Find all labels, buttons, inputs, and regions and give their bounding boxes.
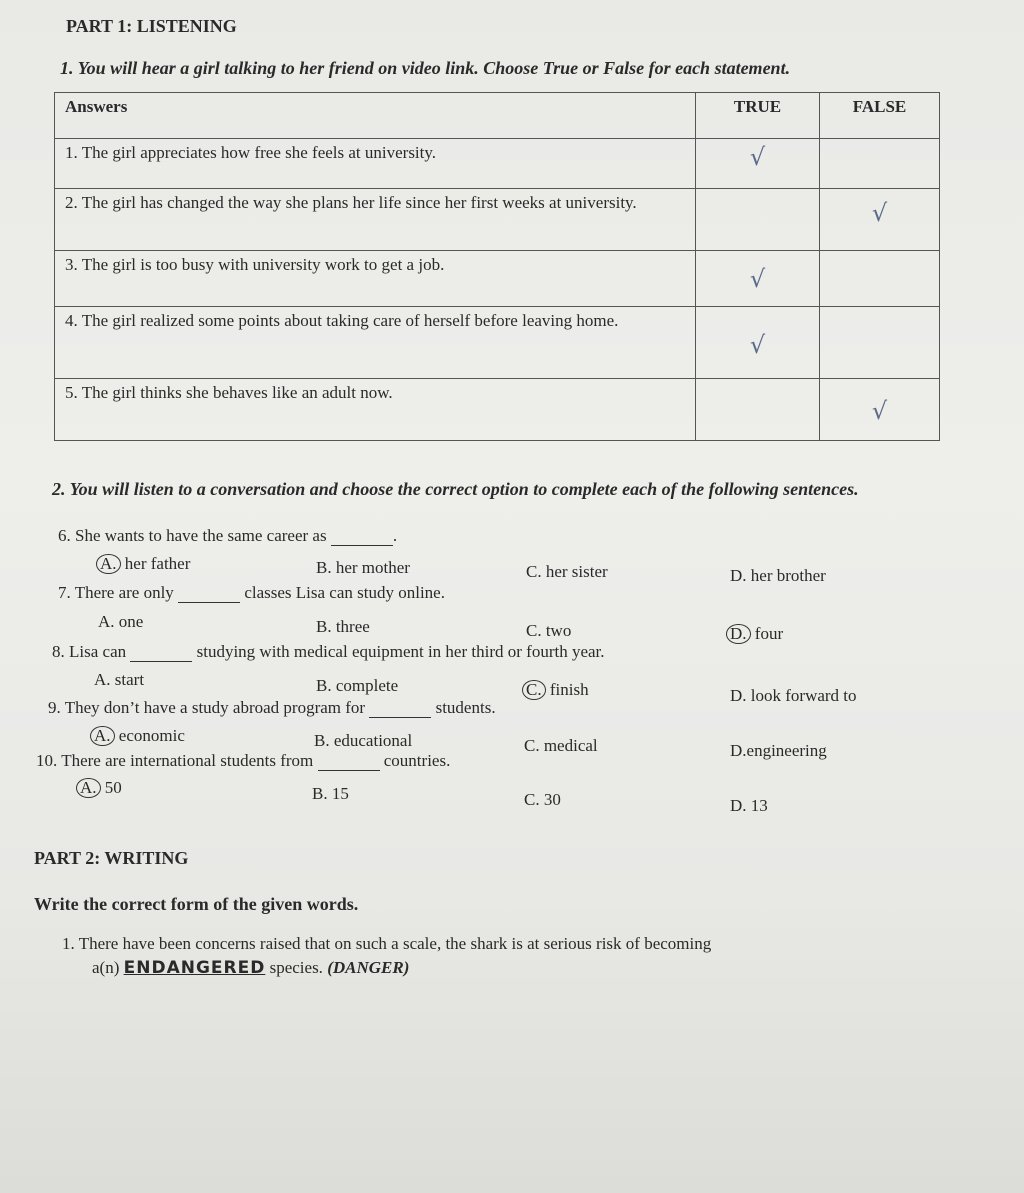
question-stem-text: 10. There are international students from (36, 751, 314, 770)
answer-blank[interactable] (369, 716, 431, 718)
statement-4: 4. The girl realized some points about taking care of herself before leaving home. (55, 307, 696, 379)
q10-option-b[interactable]: B. 15 (312, 784, 349, 803)
question-9-stem (48, 698, 496, 718)
question-stem-end: studying with medical equipment in her third or fourth year. (196, 642, 605, 661)
check-mark-icon: √ (871, 199, 888, 227)
q7-option-d[interactable] (726, 624, 783, 644)
q6-option-d[interactable]: D. her brother (730, 566, 826, 585)
q6-option-c[interactable]: C. her sister (526, 562, 608, 581)
table-row (55, 189, 940, 251)
false-cell-2[interactable] (820, 189, 940, 251)
q9-option-a[interactable] (90, 726, 185, 746)
q9-option-c[interactable]: C. medical (524, 736, 598, 755)
option-text: four (754, 624, 784, 643)
header-answers: Answers (55, 93, 696, 139)
writing-instruction: Write the correct form of the given words. (34, 894, 359, 914)
q8-option-b[interactable]: B. complete (316, 676, 399, 695)
q7-option-b[interactable]: B. three (316, 617, 370, 636)
question-stem-end: . (392, 526, 398, 545)
selected-circle: C. (522, 680, 546, 700)
question-stem-end: classes Lisa can study online. (244, 583, 445, 602)
table-row (55, 251, 940, 307)
part2-heading: PART 2: WRITING (34, 848, 189, 868)
header-false: FALSE (820, 93, 940, 139)
q6-option-a[interactable] (96, 554, 190, 574)
question-8-stem (52, 642, 605, 662)
q8-option-a[interactable]: A. start (94, 670, 145, 689)
writing-item-1-line1: 1. There have been concerns raised that on such a scale, the shark is at serious risk of becoming (62, 934, 712, 953)
false-cell-1[interactable] (820, 139, 940, 189)
statement-5: 5. The girl thinks she behaves like an adult now. (55, 379, 696, 441)
item-suffix: species. (269, 958, 323, 977)
article-prefix: a(n) (92, 958, 120, 977)
true-false-table (54, 92, 940, 441)
option-text: 50 (104, 778, 122, 797)
false-cell-3[interactable] (820, 251, 940, 307)
option-text: economic (118, 726, 185, 745)
option-text: finish (549, 680, 589, 699)
header-true: TRUE (696, 93, 820, 139)
option-text: her father (124, 554, 191, 573)
question-stem-text: 9. They don’t have a study abroad program for (48, 698, 366, 717)
table-row (55, 139, 940, 189)
selected-circle: A. (76, 778, 101, 798)
q10-option-d[interactable]: D. 13 (730, 796, 768, 815)
question-stem-text: 6. She wants to have the same career as (58, 526, 327, 545)
false-cell-4[interactable] (820, 307, 940, 379)
q8-option-c[interactable] (522, 680, 589, 700)
writing-item-1-line2 (92, 958, 409, 978)
word-hint: (DANGER) (327, 958, 410, 977)
q10-option-c[interactable]: C. 30 (524, 790, 561, 809)
question-stem-end: countries. (383, 751, 451, 770)
true-cell-4[interactable] (696, 307, 820, 379)
false-cell-5[interactable] (820, 379, 940, 441)
q9-option-d[interactable]: D.engineering (730, 741, 827, 760)
answer-blank[interactable] (331, 544, 393, 546)
q10-option-a[interactable] (76, 778, 122, 798)
question-10-stem (36, 751, 450, 771)
question-stem-text: 8. Lisa can (52, 642, 127, 661)
answer-blank[interactable] (318, 769, 380, 771)
selected-circle: A. (90, 726, 115, 746)
check-mark-icon: √ (749, 331, 766, 359)
q7-option-c[interactable]: C. two (526, 621, 572, 640)
true-cell-2[interactable] (696, 189, 820, 251)
q8-option-d[interactable]: D. look forward to (730, 686, 857, 705)
answer-blank[interactable] (178, 601, 240, 603)
question-7-stem (58, 583, 445, 603)
q9-option-b[interactable]: B. educational (314, 731, 413, 750)
q6-option-b[interactable]: B. her mother (316, 558, 410, 577)
answer-blank[interactable] (130, 660, 192, 662)
handwritten-answer[interactable]: ENDANGERED (123, 958, 266, 978)
check-mark-icon: √ (871, 397, 888, 425)
statement-2: 2. The girl has changed the way she plans her life since her first weeks at university. (55, 189, 696, 251)
check-mark-icon: √ (749, 265, 766, 293)
selected-circle: D. (726, 624, 751, 644)
check-mark-icon: √ (749, 143, 766, 171)
q7-option-a[interactable]: A. one (98, 612, 144, 631)
question-stem-text: 7. There are only (58, 583, 174, 602)
part1-heading: PART 1: LISTENING (66, 16, 237, 36)
section2-instruction: 2. You will listen to a conversation and choose the correct option to complete each of the following sentences. (52, 479, 859, 499)
table-row (55, 307, 940, 379)
question-6-stem (58, 526, 397, 546)
statement-3: 3. The girl is too busy with university work to get a job. (55, 251, 696, 307)
statement-1: 1. The girl appreciates how free she feels at university. (55, 139, 696, 189)
true-cell-5[interactable] (696, 379, 820, 441)
true-cell-1[interactable] (696, 139, 820, 189)
selected-circle: A. (96, 554, 121, 574)
table-row (55, 379, 940, 441)
question-stem-end: students. (435, 698, 496, 717)
part1-instruction: 1. You will hear a girl talking to her friend on video link. Choose True or False for each statement. (60, 58, 791, 78)
true-cell-3[interactable] (696, 251, 820, 307)
